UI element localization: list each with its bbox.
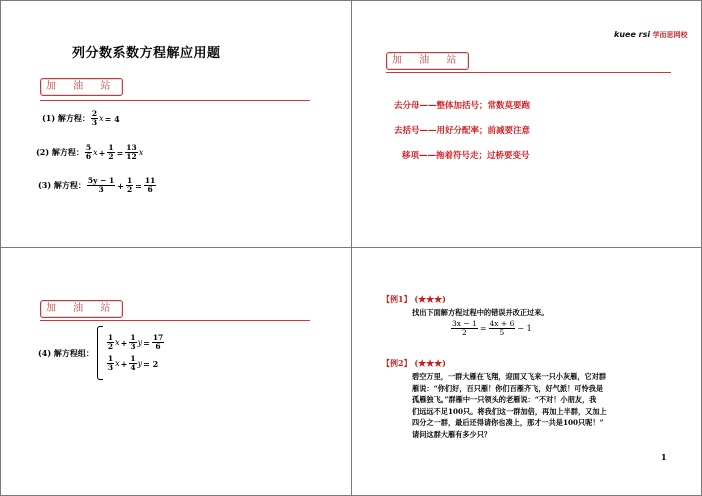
fraction: $\frac{11}{6}$ <box>144 176 156 194</box>
example-1-heading: 【例1】 (★★★) <box>382 294 446 304</box>
jiayouzhan-badge: 加 油 站 <box>40 300 123 318</box>
fraction: $\frac{13}{12}$ <box>126 143 137 161</box>
tip-remove-denominator: 去分母——整体加括号；常数莫要跑 <box>394 101 531 111</box>
tip-transpose: 移项——拖着符号走；过桥要变号 <box>402 151 530 161</box>
question-1-label: (1) 解方程： <box>42 113 90 123</box>
fraction: $\frac{1}{2}$ <box>126 176 133 194</box>
question-3-label: (3) 解方程： <box>38 180 86 190</box>
fraction: $\frac{1}{2}$ <box>108 143 114 161</box>
system-label: (4) 解方程组： <box>38 347 94 358</box>
equation-1: $\frac{1}{2}$ x + $\frac{1}{3}$ y = $\frac{17}{6}$ <box>107 333 164 351</box>
jiayouzhan-badge: 加 油 站 <box>386 52 469 70</box>
red-rule <box>386 72 671 73</box>
fraction: $\frac{5}{6}$ <box>85 143 92 161</box>
fraction: $\frac{2}{3}$ <box>91 109 98 127</box>
page-number: 1 <box>661 452 667 462</box>
left-brace <box>97 326 103 380</box>
example-2-heading: 【例2】 (★★★) <box>382 358 446 368</box>
question-1: (1) 解方程： $\frac{2}{3}$ x = 4 <box>42 109 120 127</box>
jiayouzhan-badge: 加 油 站 <box>40 78 123 96</box>
slide-title: 列分数系数方程解应用题 <box>72 46 221 61</box>
fraction: $\frac{5y - 1}{3}$ <box>87 176 115 194</box>
example-1-text: 找出下面解方程过程中的错误并改正过来。 <box>412 308 549 317</box>
example-1-equation: $\frac{3x - 1}{2}$ = $\frac{4x + 6}{5}$ − 1 <box>452 319 532 337</box>
equation-2: $\frac{1}{3}$ x + $\frac{1}{4}$ y = 2 <box>107 354 159 372</box>
question-3: (3) 解方程： $\frac{5y - 1}{3}$ + $\frac{1}{2}$ = $\frac{11}{6}$ <box>38 176 156 194</box>
example-2-text: 碧空万里，一群大雁在飞翔，迎面又飞来一只小灰雁，它对群 雁说：“你们好，百只雁！你们百雁齐飞，好气派！可怜我是 孤雁独飞。”群雁中一只领头的老雁说：“不对！小朋友，我 们远远不足100只。将我们这一群加倍，再加上半群，又加上 四分之一群，最后还得请你也凑上，那才一共是100只呢！” 请问这群大雁有多少只？ <box>412 372 607 439</box>
question-2: (2) 解方程： $\frac{5}{6}$ x + $\frac{1}{2}$ = $\frac{13}{12}$ x <box>36 143 144 161</box>
horizontal-divider <box>0 247 702 248</box>
tip-remove-parentheses: 去括号——用好分配率；前减要注意 <box>394 126 531 136</box>
question-2-label: (2) 解方程： <box>36 147 84 157</box>
equation-system <box>38 326 165 380</box>
kuee-logo: kuee rsi 学而思网校 <box>614 30 688 39</box>
red-rule <box>40 100 310 101</box>
red-rule <box>40 320 310 321</box>
vertical-divider <box>351 0 352 496</box>
